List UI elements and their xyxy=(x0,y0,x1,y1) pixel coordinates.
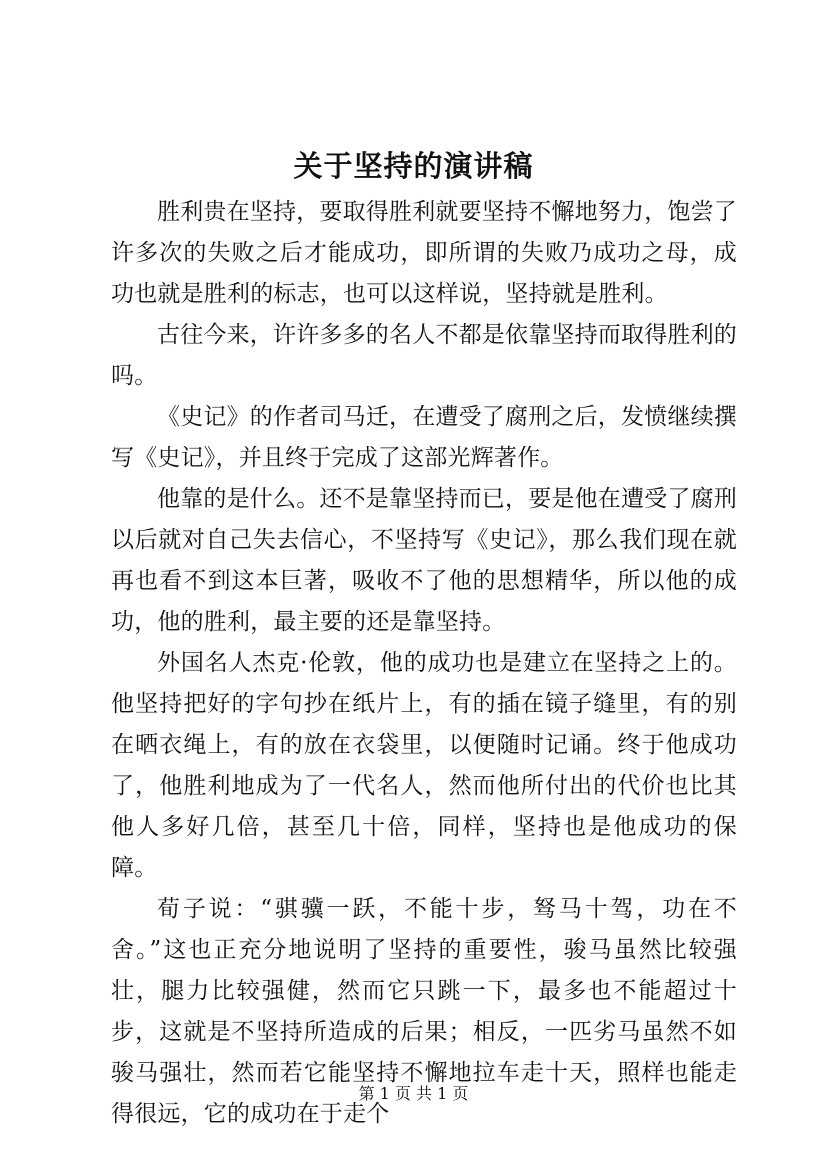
paragraph-2: 古往今来，许许多多的名人不都是依靠坚持而取得胜利的吗。 xyxy=(111,322,737,389)
page-footer: 第 1 页 共 1 页 xyxy=(358,1084,469,1103)
paragraph-5: 外国名人杰克·伦敦，他的成功也是建立在坚持之上的。他坚持把好的字句抄在纸片上，有的插在镜子缝里，有的别在晒衣绳上，有的放在衣袋里，以便随时记诵。终于他成功了，他胜利地成为了一代名人，然而他所付出的代价也比其他人多好几倍，甚至几十倍，同样，坚持也是他成功的保障。 xyxy=(111,650,737,881)
page-title: 关于坚持的演讲稿 xyxy=(293,149,534,183)
paragraph-4: 他靠的是什么。还不是靠坚持而已，要是他在遭受了腐刑以后就对自己失去信心，不坚持写《史记》，那么我们现在就再也看不到这本巨著，吸收不了他的思想精华，所以他的成功，他的胜利，最主要的还是靠坚持。 xyxy=(111,486,737,635)
paragraph-6: 荀子说：“骐骥一跃，不能十步，驽马十驾，功在不舍。”这也正充分地说明了坚持的重要性，骏马虽然比较强壮，腿力比较强健，然而它只跳一下，最多也不能超过十步，这就是不坚持所造成的后果；相反，一匹劣马虽然不如骏马强壮，然而若它能坚持不懈地拉车走十天，照样也能走得很远，它的成功在于走个 xyxy=(111,896,737,1127)
document-body xyxy=(111,192,737,1135)
paragraph-1: 胜利贵在坚持，要取得胜利就要坚持不懈地努力，饱尝了许多次的失败之后才能成功，即所谓的失败乃成功之母，成功也就是胜利的标志，也可以这样说，坚持就是胜利。 xyxy=(111,199,737,307)
paragraph-3: 《史记》的作者司马迁，在遭受了腐刑之后，发愤继续撰写《史记》，并且终于完成了这部光辉著作。 xyxy=(111,404,737,471)
